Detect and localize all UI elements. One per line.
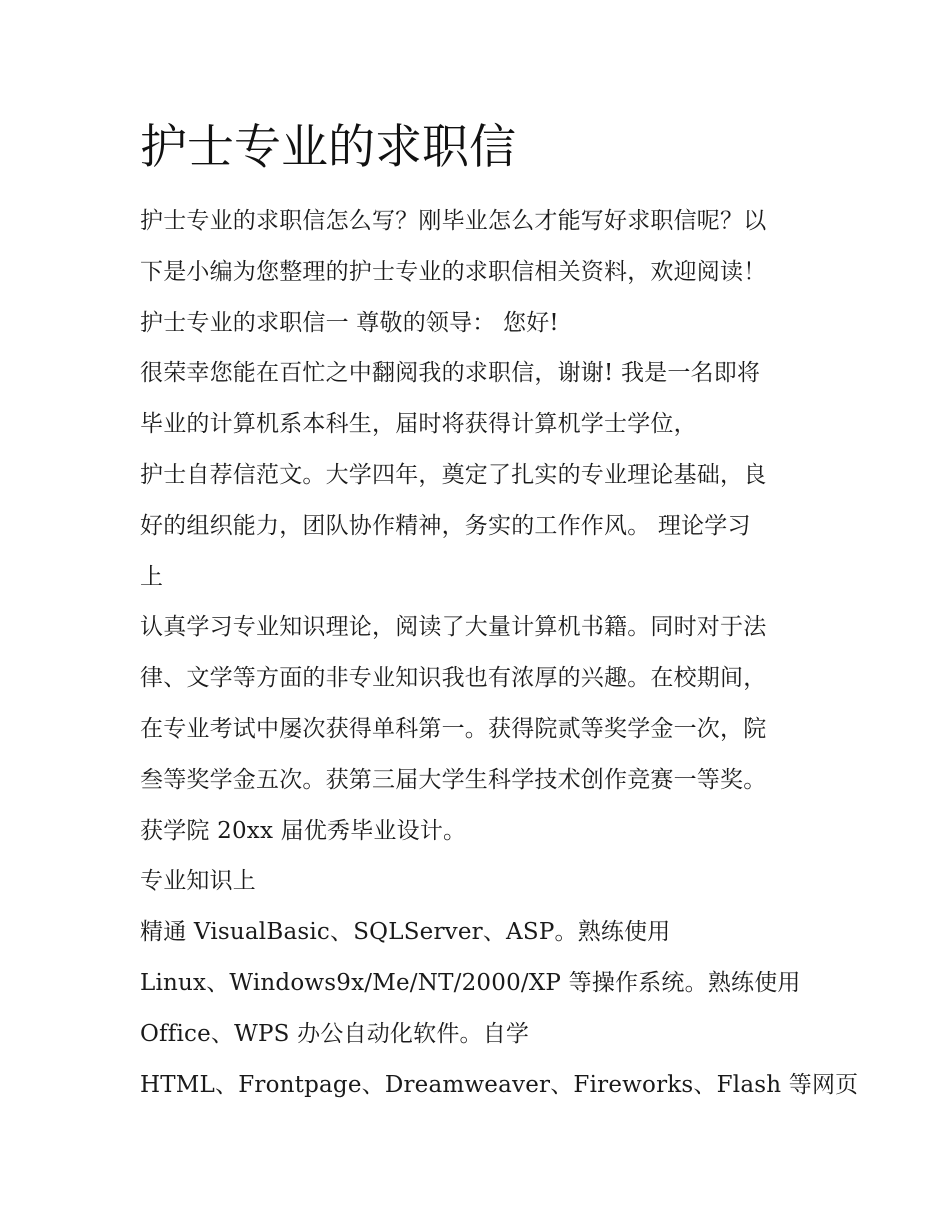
paragraph-line: 专业知识上 bbox=[140, 868, 256, 895]
paragraph-line: 护士专业的求职信怎么写？刚毕业怎么才能写好求职信呢？以 bbox=[140, 208, 767, 234]
paragraph-line: 毕业的计算机系本科生，届时将获得计算机学士学位， bbox=[140, 411, 697, 438]
paragraph-line: 获学院 20xx 届优秀毕业设计。 bbox=[140, 817, 467, 844]
paragraph-line: Linux、Windows9x/Me/NT/2000/XP 等操作系统。熟练使用 bbox=[140, 969, 801, 996]
paragraph-line: 在专业考试中屡次获得单科第一。获得院贰等奖学金一次，院 bbox=[140, 715, 767, 742]
paragraph-line: 叁等奖学金五次。获第三届大学生科学技术创作竞赛一等奖。 bbox=[140, 766, 767, 793]
paragraph-line: 护士自荐信范文。大学四年，奠定了扎实的专业理论基础，良 bbox=[140, 461, 767, 488]
paragraph-line: 上 bbox=[140, 563, 164, 590]
paragraph-line: 好的组织能力，团队协作精神，务实的工作作风。 理论学习 bbox=[140, 512, 751, 539]
paragraph-line: 很荣幸您能在百忙之中翻阅我的求职信，谢谢! 我是一名即将 bbox=[140, 360, 761, 387]
paragraph-line: 精通 VisualBasic、SQLServer、ASP。熟练使用 bbox=[140, 919, 671, 946]
paragraph-line: 护士专业的求职信一 尊敬的领导： 您好! bbox=[140, 309, 559, 336]
paragraph-line: 律、文学等方面的非专业知识我也有浓厚的兴趣。在校期间， bbox=[140, 665, 767, 692]
page-title: 护士专业的求职信 bbox=[140, 120, 516, 175]
paragraph-line: 下是小编为您整理的护士专业的求职信相关资料，欢迎阅读！ bbox=[140, 258, 767, 285]
paragraph-line: 认真学习专业知识理论，阅读了大量计算机书籍。同时对于法 bbox=[140, 614, 767, 641]
paragraph-line: Office、WPS 办公自动化软件。自学 bbox=[140, 1020, 530, 1047]
paragraph-line: HTML、Frontpage、Dreamweaver、Fireworks、Flash 等网页 bbox=[140, 1071, 859, 1098]
body-text bbox=[140, 196, 859, 1110]
